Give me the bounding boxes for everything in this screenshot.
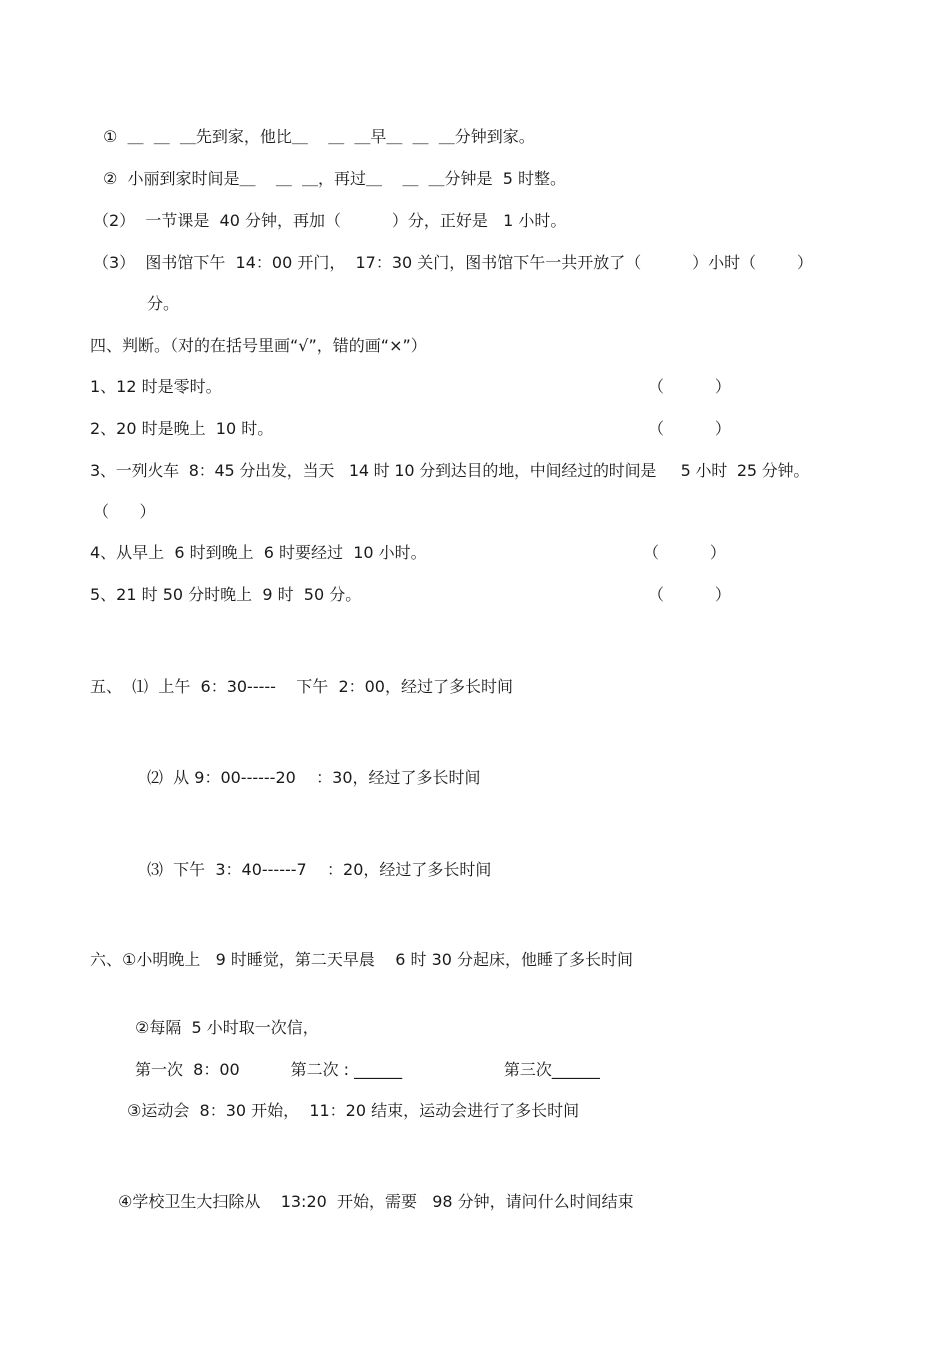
section6-q2: ②每隔 5 小时取一次信，	[135, 1018, 319, 1037]
judge-paren-1: （ ）	[648, 377, 731, 396]
judge-item-3: 3、一列火车 8：45 分出发，当天 14 时 10 分到达目的地，中间经过的时间是 5 小时 25 分钟。	[90, 461, 810, 480]
section5-q3: ⑶ 下午 3：40------7 ：20，经过了多长时间	[147, 860, 492, 879]
judge-item-2: 2、20 时是晚上 10 时。	[90, 419, 274, 438]
judge-item-1: 1、12 时是零时。	[90, 377, 222, 396]
judge-paren-2: （ ）	[648, 419, 731, 438]
q2: （2） 一节课是 40 分钟，再加（ ）分，正好是 1 小时。	[93, 211, 567, 230]
q1-sub1: ① ＿ ＿ ＿先到家，他比＿ ＿ ＿早＿ ＿ ＿分钟到家。	[103, 127, 535, 146]
judge-paren-3: （ ）	[93, 502, 156, 521]
section5-q2: ⑵ 从 9：00------20 ：30，经过了多长时间	[147, 768, 481, 787]
section4-heading: 四、判断。（对的在括号里画“√”，错的画“×”）	[90, 336, 427, 355]
judge-item-4: 4、从早上 6 时到晚上 6 时要经过 10 小时。	[90, 543, 427, 562]
section6-q3: ③运动会 8：30 开始， 11：20 结束，运动会进行了多长时间	[127, 1101, 580, 1120]
q3-line1: （3） 图书馆下午 14：00 开门， 17：30 关门，图书馆下午一共开放了（ ）小时（ ）	[93, 253, 813, 272]
judge-item-5: 5、21 时 50 分时晚上 9 时 50 分。	[90, 585, 362, 604]
q3-line2: 分。	[147, 294, 180, 313]
judge-paren-5: （ ）	[648, 585, 731, 604]
section6-q4: ④学校卫生大扫除从 13:20 开始，需要 98 分钟，请问什么时间结束	[118, 1192, 634, 1211]
section6-q1: 六、①小明晚上 9 时睡觉，第二天早晨 6 时 30 分起床，他睡了多长时间	[90, 950, 634, 969]
q1-sub2: ② 小丽到家时间是＿ ＿ ＿，再过＿ ＿ ＿分钟是 5 时整。	[103, 169, 566, 188]
section5-q1: 五、 ⑴ 上午 6：30----- 下午 2：00，经过了多长时间	[90, 677, 513, 696]
section6-q2-row: 第一次 8：00 第二次 : ______ 第三次______	[135, 1060, 600, 1079]
judge-paren-4: （ ）	[643, 543, 726, 562]
